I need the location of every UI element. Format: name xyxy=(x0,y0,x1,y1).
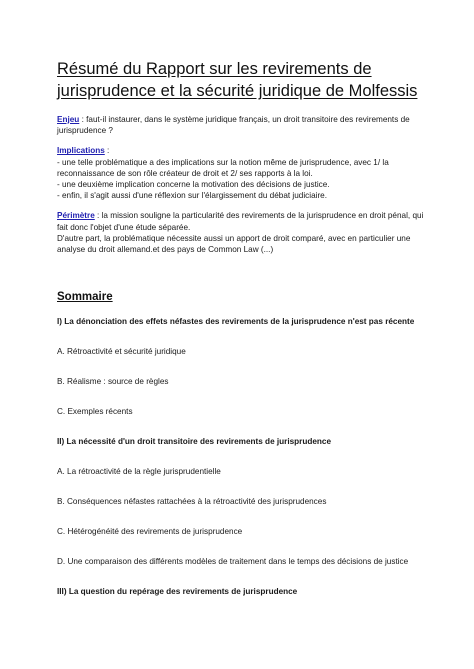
enjeu-paragraph xyxy=(57,114,430,136)
implications-heading xyxy=(57,145,430,156)
perimetre-text-2: D'autre part, la problématique nécessite aussi un apport de droit comparé, avec en particulier une analyse du droit allemand.et des pays de Common Law (...) xyxy=(57,233,411,255)
implications-label: Implications xyxy=(57,146,105,156)
section-item: C. Exemples récents xyxy=(57,407,133,417)
section-item: A. Rétroactivité et sécurité juridique xyxy=(57,347,186,357)
section-item: D. Une comparaison des différents modèles de traitement dans le temps des décisions de justice xyxy=(57,557,409,567)
perimetre-paragraph xyxy=(57,210,430,232)
perimetre-text: : la mission souligne la particularité des revirements de la jurisprudence en droit pénal, qui fait donc l'objet d'une étude séparée. xyxy=(57,211,424,232)
section-heading: II) La nécessité d'un droit transitoire des revirements de jurisprudence xyxy=(57,437,332,447)
enjeu-label: Enjeu xyxy=(57,115,80,124)
sommaire-title: Sommaire xyxy=(57,291,113,304)
section-item: A. La rétroactivité de la règle jurisprudentielle xyxy=(57,467,221,477)
implications-line: - une telle problématique a des implications sur la notion même de jurisprudence, avec 1/ la reconnaissance de son rôle créateur de droit et 2/ ses rapports à la loi. xyxy=(57,157,389,178)
enjeu-text: : faut-il instaurer, dans le système juridique français, un droit transitoire des revirements de jurisprudence ? xyxy=(57,115,410,136)
section-item: C. Hétérogénéité des revirements de jurisprudence xyxy=(57,527,243,537)
section-heading: I) La dénonciation des effets néfastes des revirements de la jurisprudence n'est pas récente xyxy=(57,317,415,327)
implications-suffix: : xyxy=(104,146,110,156)
section-item: B. Réalisme : source de règles xyxy=(57,377,169,387)
implications-line: - une deuxième implication concerne la motivation des décisions de justice. xyxy=(57,180,330,190)
perimetre-label: Périmètre xyxy=(57,211,95,221)
section-item: B. Conséquences néfastes rattachées à la rétroactivité des jurisprudences xyxy=(57,497,327,507)
document-title: Résumé du Rapport sur les revirements de jurisprudence et la sécurité juridique de Molfessis xyxy=(57,60,418,100)
implications-line: - enfin, il s'agit aussi d'une réflexion sur l'élargissement du débat judiciaire. xyxy=(57,191,328,201)
section-heading: III) La question du repérage des revirements de jurisprudence xyxy=(57,587,298,597)
